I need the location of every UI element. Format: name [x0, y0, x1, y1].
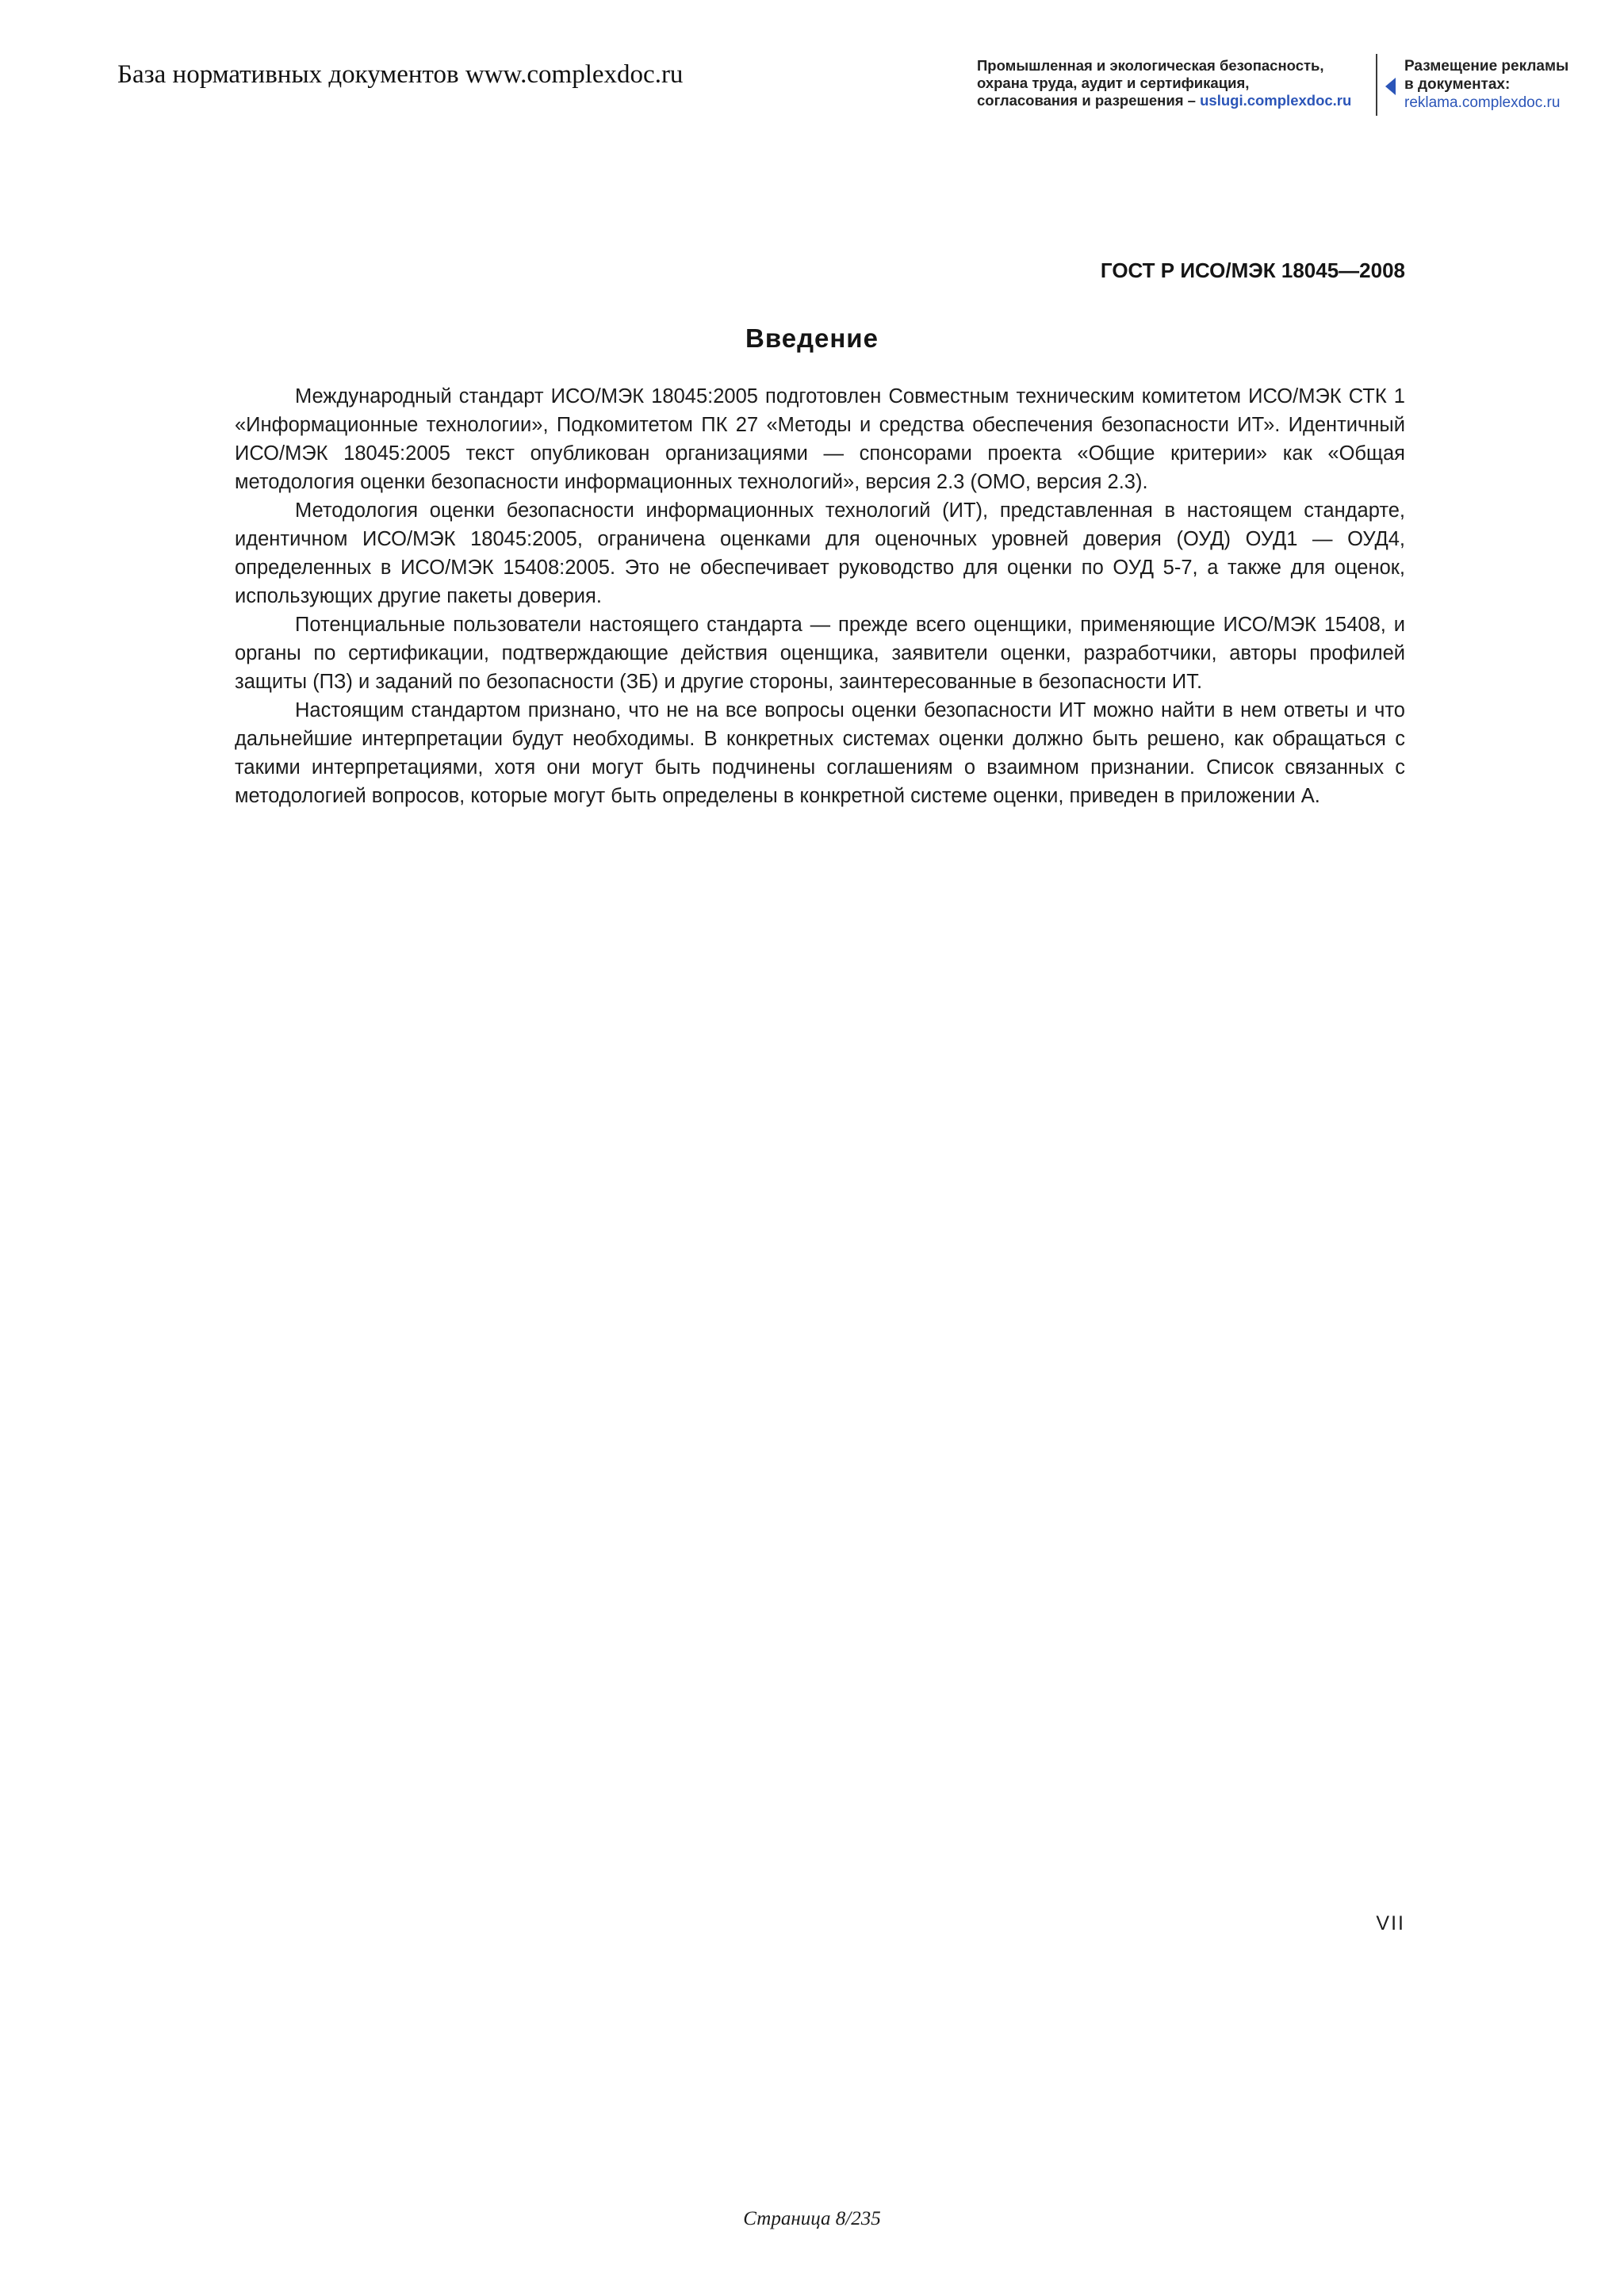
page-counter: Страница 8/235 [743, 2208, 881, 2229]
arrow-left-icon [1385, 78, 1396, 95]
services-link[interactable]: uslugi.complexdoc.ru [1200, 92, 1352, 109]
promo-line-2: охрана труда, аудит и сертификация, [977, 75, 1250, 91]
paragraph: Методология оценки безопасности информационных технологий (ИТ), представленная в настоящем стандарте, идентичном ИСО/МЭК 18045:2005, ограничена оценками для оценочных уровней доверия (ОУД) ОУД1 — ОУД4, определенных в ИСО/МЭК 15408:2005. Это не обеспечивает руководство для оценки по ОУД 5-7, а также для оценок, использующих другие пакеты доверия. [235, 499, 1405, 607]
page-number-roman: VII [1376, 1912, 1405, 1934]
paragraph: Потенциальные пользователи настоящего стандарта — прежде всего оценщики, применяющие ИСО/МЭК 15408, и органы по сертификации, подтверждающие действия оценщика, заявители оценки, разработчики, авторы профилей защиты (ПЗ) и заданий по безопасности (ЗБ) и другие стороны, заинтересованные в безопасности ИТ. [235, 614, 1405, 693]
promo-line-3-text: согласования и разрешения – [977, 92, 1201, 109]
advertising-link[interactable]: reklama.complexdoc.ru [1404, 94, 1561, 111]
advertising-promo [1404, 57, 1595, 112]
header-divider [1376, 54, 1377, 116]
ad-line-2: в документах: [1404, 76, 1511, 93]
paragraph: Международный стандарт ИСО/МЭК 18045:2005 подготовлен Совместным техническим комитетом ИСО/МЭК СТК 1 «Информационные технологии», Подкомитетом ПК 27 «Методы и средства обеспечения безопасности ИТ». Идентичный ИСО/МЭК 18045:2005 текст опубликован организациями — спонсорами проекта «Общие критерии» как «Общая методология оценки безопасности информационных технологий», версия 2.3 (ОМО, версия 2.3). [235, 385, 1405, 493]
promo-line-1: Промышленная и экологическая безопасность, [977, 57, 1324, 74]
ad-line-1: Размещение рекламы [1404, 58, 1569, 75]
section-heading: Введение [745, 323, 879, 353]
services-promo [977, 57, 1365, 109]
document-code: ГОСТ Р ИСО/МЭК 18045—2008 [1100, 258, 1405, 282]
document-body [235, 382, 1405, 810]
promo-line-3 [977, 92, 1365, 109]
paragraph: Настоящим стандартом признано, что не на все вопросы оценки безопасности ИТ можно найти в нем ответы и что дальнейшие интерпретации будут необходимы. В конкретных системах оценки должно быть решено, как обращаться с такими интерпретациями, хотя они могут быть подчинены соглашениям о взаимном признании. Список связанных с методологией вопросов, которые могут быть определены в конкретной системе оценки, приведен в приложении А. [235, 699, 1405, 807]
site-title: База нормативных документов www.complexdoc.ru [117, 60, 684, 89]
